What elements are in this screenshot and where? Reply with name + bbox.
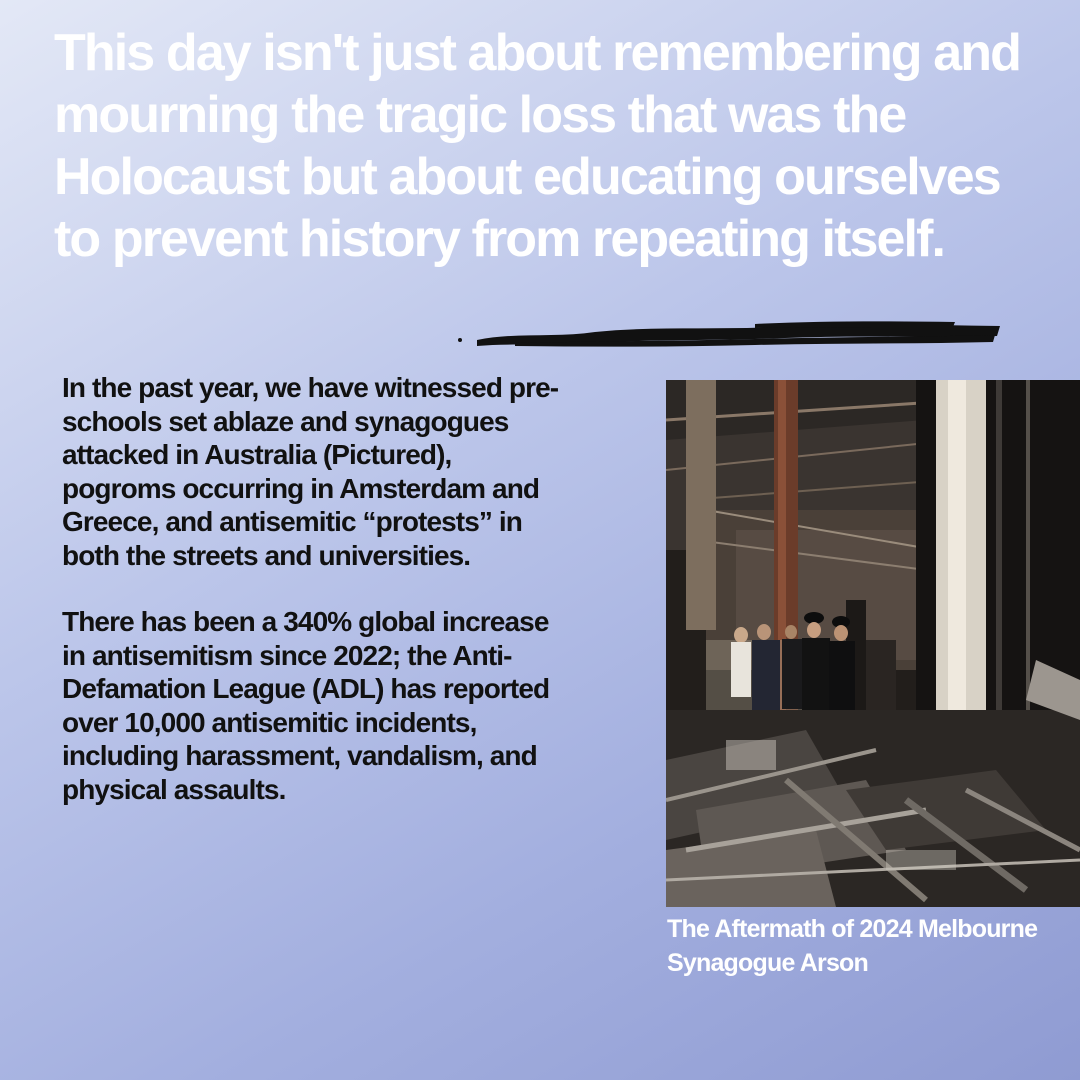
brush-stroke-divider	[455, 316, 1005, 356]
paragraph-statistics: There has been a 340% global increase in antisemitism since 2022; the Anti-Defamation League (ADL) has reported over 10,000 antisemitic incidents, including harassment, vandalism, and physical assaults.	[62, 606, 550, 805]
body-text	[62, 371, 562, 806]
headline: This day isn't just about remembering and mourning the tragic loss that was the Holocaust but about educating ourselves to prevent history from repeating itself.	[54, 24, 1020, 268]
photo-caption: The Aftermath of 2024 Melbourne Synagogue Arson	[667, 915, 1038, 977]
paragraph-recent-attacks: In the past year, we have witnessed pre-schools set ablaze and synagogues attacked in Australia (Pictured), pogroms occurring in Amsterdam and Greece, and antisemitic “protests” in both the streets and universities.	[62, 372, 559, 571]
synagogue-arson-photo	[666, 380, 1080, 907]
